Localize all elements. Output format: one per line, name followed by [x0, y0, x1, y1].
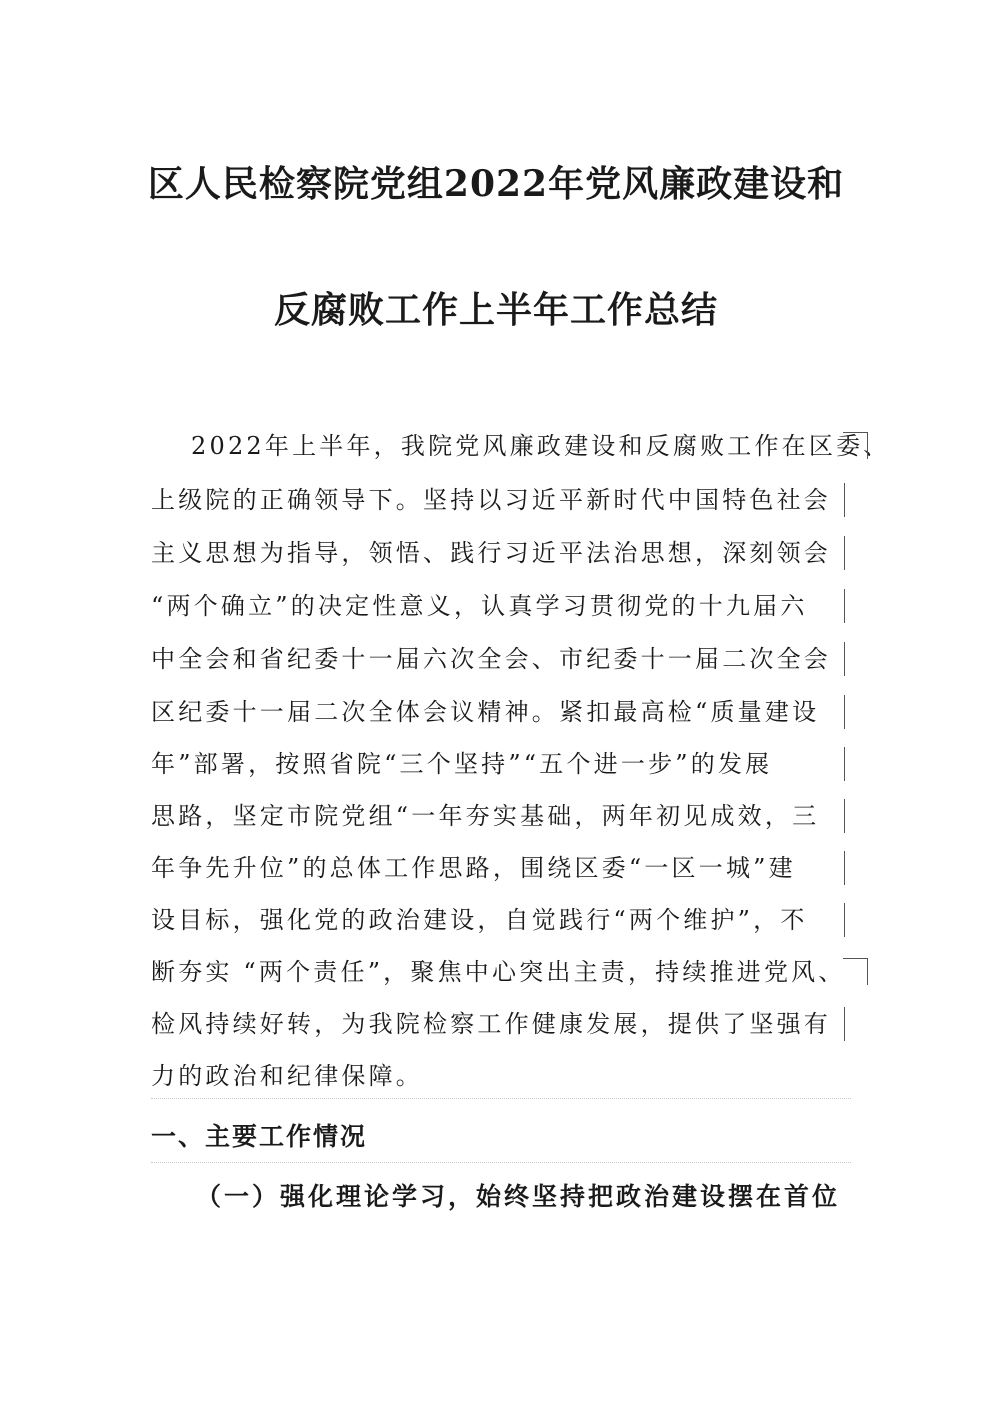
text-boundary-edge-mark — [844, 589, 845, 623]
paragraph-line-7: 年”部署，按照省院“三个坚持”“五个进一步”的发展 — [151, 750, 773, 778]
paragraph-line-4: “两个确立”的决定性意义，认真学习贯彻党的十九届六 — [151, 592, 808, 620]
text-boundary-edge-mark — [844, 536, 845, 570]
text-boundary-edge-mark — [844, 747, 845, 781]
paragraph-line-12: 检风持续好转，为我院检察工作健康发展，提供了坚强有 — [151, 1010, 831, 1038]
document-title-line-2: 反腐败工作上半年工作总结 — [273, 289, 718, 331]
paragraph-line-5: 中全会和省纪委十一届六次全会、市纪委十一届二次全会 — [151, 645, 831, 673]
text-boundary-edge-mark — [844, 642, 845, 676]
paragraph-line-9: 年争先升位”的总体工作思路，围绕区委“一区一城”建 — [151, 854, 796, 882]
text-boundary-corner-mark — [843, 432, 868, 459]
paragraph-end-rule — [151, 1098, 851, 1099]
text-boundary-edge-mark — [844, 903, 845, 937]
paragraph-line-2: 上级院的正确领导下。坚持以习近平新时代中国特色社会 — [151, 486, 831, 514]
text-boundary-edge-mark — [844, 799, 845, 833]
paragraph-line-13: 力的政治和纪律保障。 — [151, 1062, 423, 1090]
paragraph-line-6: 区纪委十一届二次全体会议精神。紧扣最高检“质量建设 — [151, 698, 820, 726]
text-boundary-corner-mark — [843, 958, 868, 985]
section-heading: 一、主要工作情况 — [151, 1122, 368, 1151]
text-boundary-edge-mark — [844, 851, 845, 885]
document-title-line-1: 区人民检察院党组2022年党风廉政建设和 — [147, 163, 845, 205]
paragraph-line-11: 断夯实 “两个责任”，聚焦中心突出主责，持续推进党风、 — [151, 958, 846, 986]
heading-end-rule — [151, 1162, 851, 1163]
subsection-heading: （一）强化理论学习，始终坚持把政治建设摆在首位 — [196, 1182, 841, 1211]
paragraph-line-10: 设目标，强化党的政治建设，自觉践行“两个维护”，不 — [151, 906, 808, 934]
text-boundary-edge-mark — [844, 695, 845, 729]
paragraph-line-8: 思路，坚定市院党组“一年夯实基础，两年初见成效，三 — [151, 802, 820, 830]
text-boundary-edge-mark — [844, 1007, 845, 1041]
paragraph-line-3: 主义思想为指导，领悟、践行习近平法治思想，深刻领会 — [151, 539, 831, 567]
text-boundary-edge-mark — [844, 483, 845, 517]
paragraph-line-1: 2022年上半年，我院党风廉政建设和反腐败工作在区委、 — [191, 432, 891, 460]
